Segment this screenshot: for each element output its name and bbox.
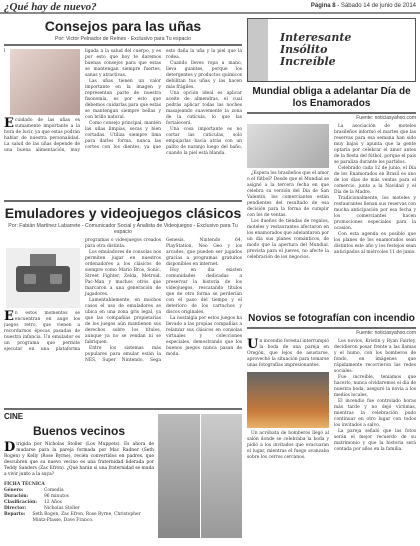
- paragraph: Con esta agenda es posible que los planes de los enamorados sean distintos este año y los festejos sean anticipados al miércoles 11 de junio.: [334, 232, 416, 255]
- article-fire-body: [247, 339, 416, 461]
- paragraph: Lamentablemente, en muchos casos el uso de emuladores se ubica en una zona gris legal, ya que las compañías propietarias de los juegos aún mantienen sus derechos sobre los títulos, aunque ya no se vendan ni se fabriquen.: [85, 298, 161, 345]
- cinema-title: Buenos vecinos: [32, 424, 126, 438]
- section-title: ¿Qué hay de nuevo?: [4, 1, 97, 13]
- tech-sheet-row: Duración: 96 minutos: [4, 494, 69, 499]
- cinema-synopsis: [4, 442, 154, 478]
- left-column: [4, 18, 242, 540]
- article-fire-source: Fuente: noticiasyahoo.com: [356, 330, 416, 336]
- paragraph: Un acróbata de bomberos llegó al salón donde se celebraba la boda y pidió a los invitados que evacuaran el lugar, mientras el fuego avanzaba sobre los cerros cercanos.: [247, 431, 329, 460]
- right-column: [247, 18, 416, 545]
- article-worldcup: [247, 86, 416, 293]
- article-emulators: [4, 205, 242, 405]
- paragraph: La asociación de moteles brasileños informó el martes que las reservas para esa semana han sido muy bajas y apunta que la gente optaría por celebrar el amor antes de la fiesta del fútbol, porque el país se paraliza durante los partidos.: [334, 124, 416, 165]
- article-worldcup-title: Mundial obliga a adelantar Día de los Enamorados: [252, 86, 411, 109]
- paragraph: Cuando lleves ropa a mano, lleva guantes, porque los detergentes y productos químicos debilitan tus uñas y las hacen más frágiles.: [166, 61, 242, 90]
- console-photo: [6, 248, 80, 308]
- paragraph: Tradicionalmente, los moteles y restaurantes llenan sus reservas con mucha anticipación por esa fecha y los comerciantes hacen promociones especiales para la ocasión.: [334, 196, 416, 231]
- divider: [247, 112, 416, 114]
- tech-sheet-title: FICHA TÉCNICA: [4, 482, 45, 487]
- paragraph: Una opción ideal es aplicar aceite de almendras, el cual podrás aplicar todas las noches masajeando suavemente la zona de la cutícula, lo que las fortalecerá.: [166, 91, 242, 126]
- article-worldcup-body: [247, 124, 416, 261]
- drop-cap: U: [247, 337, 259, 352]
- tech-sheet: [4, 482, 154, 524]
- insolito-side-bar: [248, 19, 268, 81]
- paragraph: n estos momentos se encuentran en auge los juegos retro, que vienen a recordarnos épocas pasadas de nuestra infancia. Un emulador es un programa que permite ejecutar en una plataforma programas o videojuegos creados para otra distinta.: [4, 238, 161, 352]
- paragraph: l cuidado de las uñas es sumamente importante a la hora de lucir, ya que estas podrán hablar de nuestra personalidad. La salud de las uñas depende de una buena alimentación, muy ligada a la salud del cuerpo, y es por esto que hoy te daremos buenas consejos para que estas se mantengan siempre fuertes, sanas y atractivas.: [4, 49, 161, 153]
- paragraph: Los novios, Kristin y Ryan Fairley, decidieron posar frente a las llamas y el humo, con los bomberos de fondo, en imágenes que rápidamente recorrieron las redes sociales.: [334, 339, 416, 374]
- paragraph: Las uñas tienen un valor importante en la imagen y representan parte de nuestra fisonomía, es por esto que debemos cuidarlas para que estas se mantengan siempre bellas y con brillo natural.: [85, 79, 161, 120]
- page-number: Página 8: [310, 3, 336, 9]
- nails-photo: [10, 49, 80, 115]
- paragraph: Entre los sistemas más populares para emular están la NES, Super Nintendo, Sega Genesis, Nintendo 64, PlayStation, Neo Geo y los arcades, que pueden ser jugados gracias a programas gratuitos disponibles en internet.: [85, 238, 242, 363]
- paragraph: La nostalgia por estos juegos ha llevado a las propias compañías a relanzar sus clásicos en consolas virtuales y colecciones especiales, demostrando que los buenos juegos nunca pasan de moda.: [166, 316, 242, 357]
- article-fire-title: Novios se fotografían con incendio: [248, 313, 415, 324]
- article-nails-byline: Por: Victor Pelnador de Reines - Exclusivo para Tu espacio: [54, 36, 191, 42]
- paragraph: El incendio fue controlado horas más tarde y no dejó víctimas, mientras la celebración pudo continuar en otro lugar con todos los invitados a salvo.: [334, 399, 416, 428]
- paragraph: Los emuladores de consolas nos permiten jugar en nuestros ordenadores a los clásicos de siempre como Mario Bros, Sonic, Street Fighter, Zelda, Metroid, Pac-Man y muchos otros que marcaron a una generación de jugadores.: [85, 250, 161, 297]
- paragraph: La pareja señaló que las fotos serán el mejor recuerdo de su matrimonio y que la historia será contada por años en la familia.: [334, 429, 416, 452]
- article-nails: [4, 18, 242, 200]
- paragraph: Los dueños de tiendas de regalos, moteles y restaurantes afectaron en los enamorados que adelantaron por un día sus planes románticos, de modo que la apertura del Mundial, prevista para el jueves, no afecte la celebración de los negocios.: [247, 219, 329, 260]
- cinema-label: CINE: [4, 412, 24, 421]
- wedding-fire-photo: [247, 372, 329, 428]
- tech-sheet-row: Reparto: Seth Rogen, Zac Efron, Rose Byrne, Christopher Mintz-Plasse, Dave Franco.: [4, 512, 141, 523]
- tech-sheet-row: Clasificación: 12 Años: [4, 500, 62, 505]
- paragraph: irigida por Nicholas Stoller (Los Muppets). Es ahora de mudarse para la pareja formada por Mac Radner (Seth Rogen) y Kelly (Rose Byrne), recién convertidos en padres, que descubren que su nuevo vecino es una fraternidad liderada por Teddy Sanders (Zac Efron). ¿Qué harán si una fraternidad se muda a vivir junto a la suya?: [4, 442, 154, 477]
- paragraph: ¿Espera los brasileños que el amor o el fútbol? Desde que el Mundial se asignó a la tercera fecha en que celebra su versión del Día de San Valentín, los comerciantes están pendientes del resultado de esa decisión para la forma de cumplir con los de ventas.: [247, 171, 329, 218]
- paragraph: Como consejo principal, mantén las uñas limpias, secas y bien cortadas. Utiliza siempre lima para darles forma, nunca las cortes con los dientes, ya que esto daña la uña y la piel que la rodea.: [85, 49, 242, 150]
- page-header: [0, 0, 420, 14]
- article-nails-body: [4, 49, 242, 157]
- drop-cap: E: [4, 116, 14, 131]
- page-date: - Sábado 14 de junio de 2014: [335, 3, 416, 9]
- article-emulators-title: Emuladores y videojuegos clásicos: [4, 205, 242, 221]
- paragraph: Una cosa importante es no cortar las cutículas, solo empujarlas hacia atrás con un palito de naranjo luego del baño, cuando la piel está blanda.: [166, 127, 242, 156]
- page-info: [311, 3, 416, 9]
- article-fire: [247, 313, 416, 545]
- cinema-section: [4, 412, 242, 540]
- insolito-box: [247, 18, 416, 82]
- tech-sheet-row: Género: Comedia: [4, 488, 64, 493]
- paragraph: n incendio forestal interrumpió la boda de una pareja en Oregón, que lejos de asustarse, aprovechó la situación para tomarse unas fotografías impresionantes.: [247, 339, 329, 368]
- drop-cap: E: [4, 309, 14, 324]
- movie-poster: [158, 414, 242, 538]
- divider: [4, 44, 242, 46]
- tech-sheet-row: Director: Nicholas Stoller: [4, 506, 80, 511]
- drop-cap: D: [4, 440, 16, 455]
- divider: [4, 200, 242, 202]
- divider: [247, 327, 416, 329]
- paragraph: Fue increíble, teníamos que hacerlo, nunca olvidaremos el día de nuestra boda, aseguró la novia a los medios locales.: [334, 375, 416, 398]
- couple-photo: [247, 124, 329, 168]
- divider: [4, 408, 242, 410]
- insolito-heading: Interesante Insólito Increíble: [280, 31, 352, 68]
- article-nails-title: Consejos para las uñas: [44, 18, 202, 34]
- paragraph: Celebrado cada 12 de junio, el Día de los Enamorados en Brasil es uno de los días de más ventas para el comercio, junto a la Navidad y el Día de la Madre.: [334, 166, 416, 195]
- paragraph: Hoy en día existen comunidades dedicadas a preservar la historia de los videojuegos, rescatando títulos que de otra forma se perderían con el paso del tiempo y el deterioro de los cartuchos y discos originales.: [166, 268, 242, 315]
- article-emulators-body: [4, 238, 242, 364]
- article-worldcup-source: Fuente: noticiasyahoo.com: [356, 115, 416, 121]
- article-emulators-byline: Por: Fabián Martínez Labarrete - Comunicador Social y Analista de Videojuegos - Exclusivo para Tu espacio: [8, 223, 238, 235]
